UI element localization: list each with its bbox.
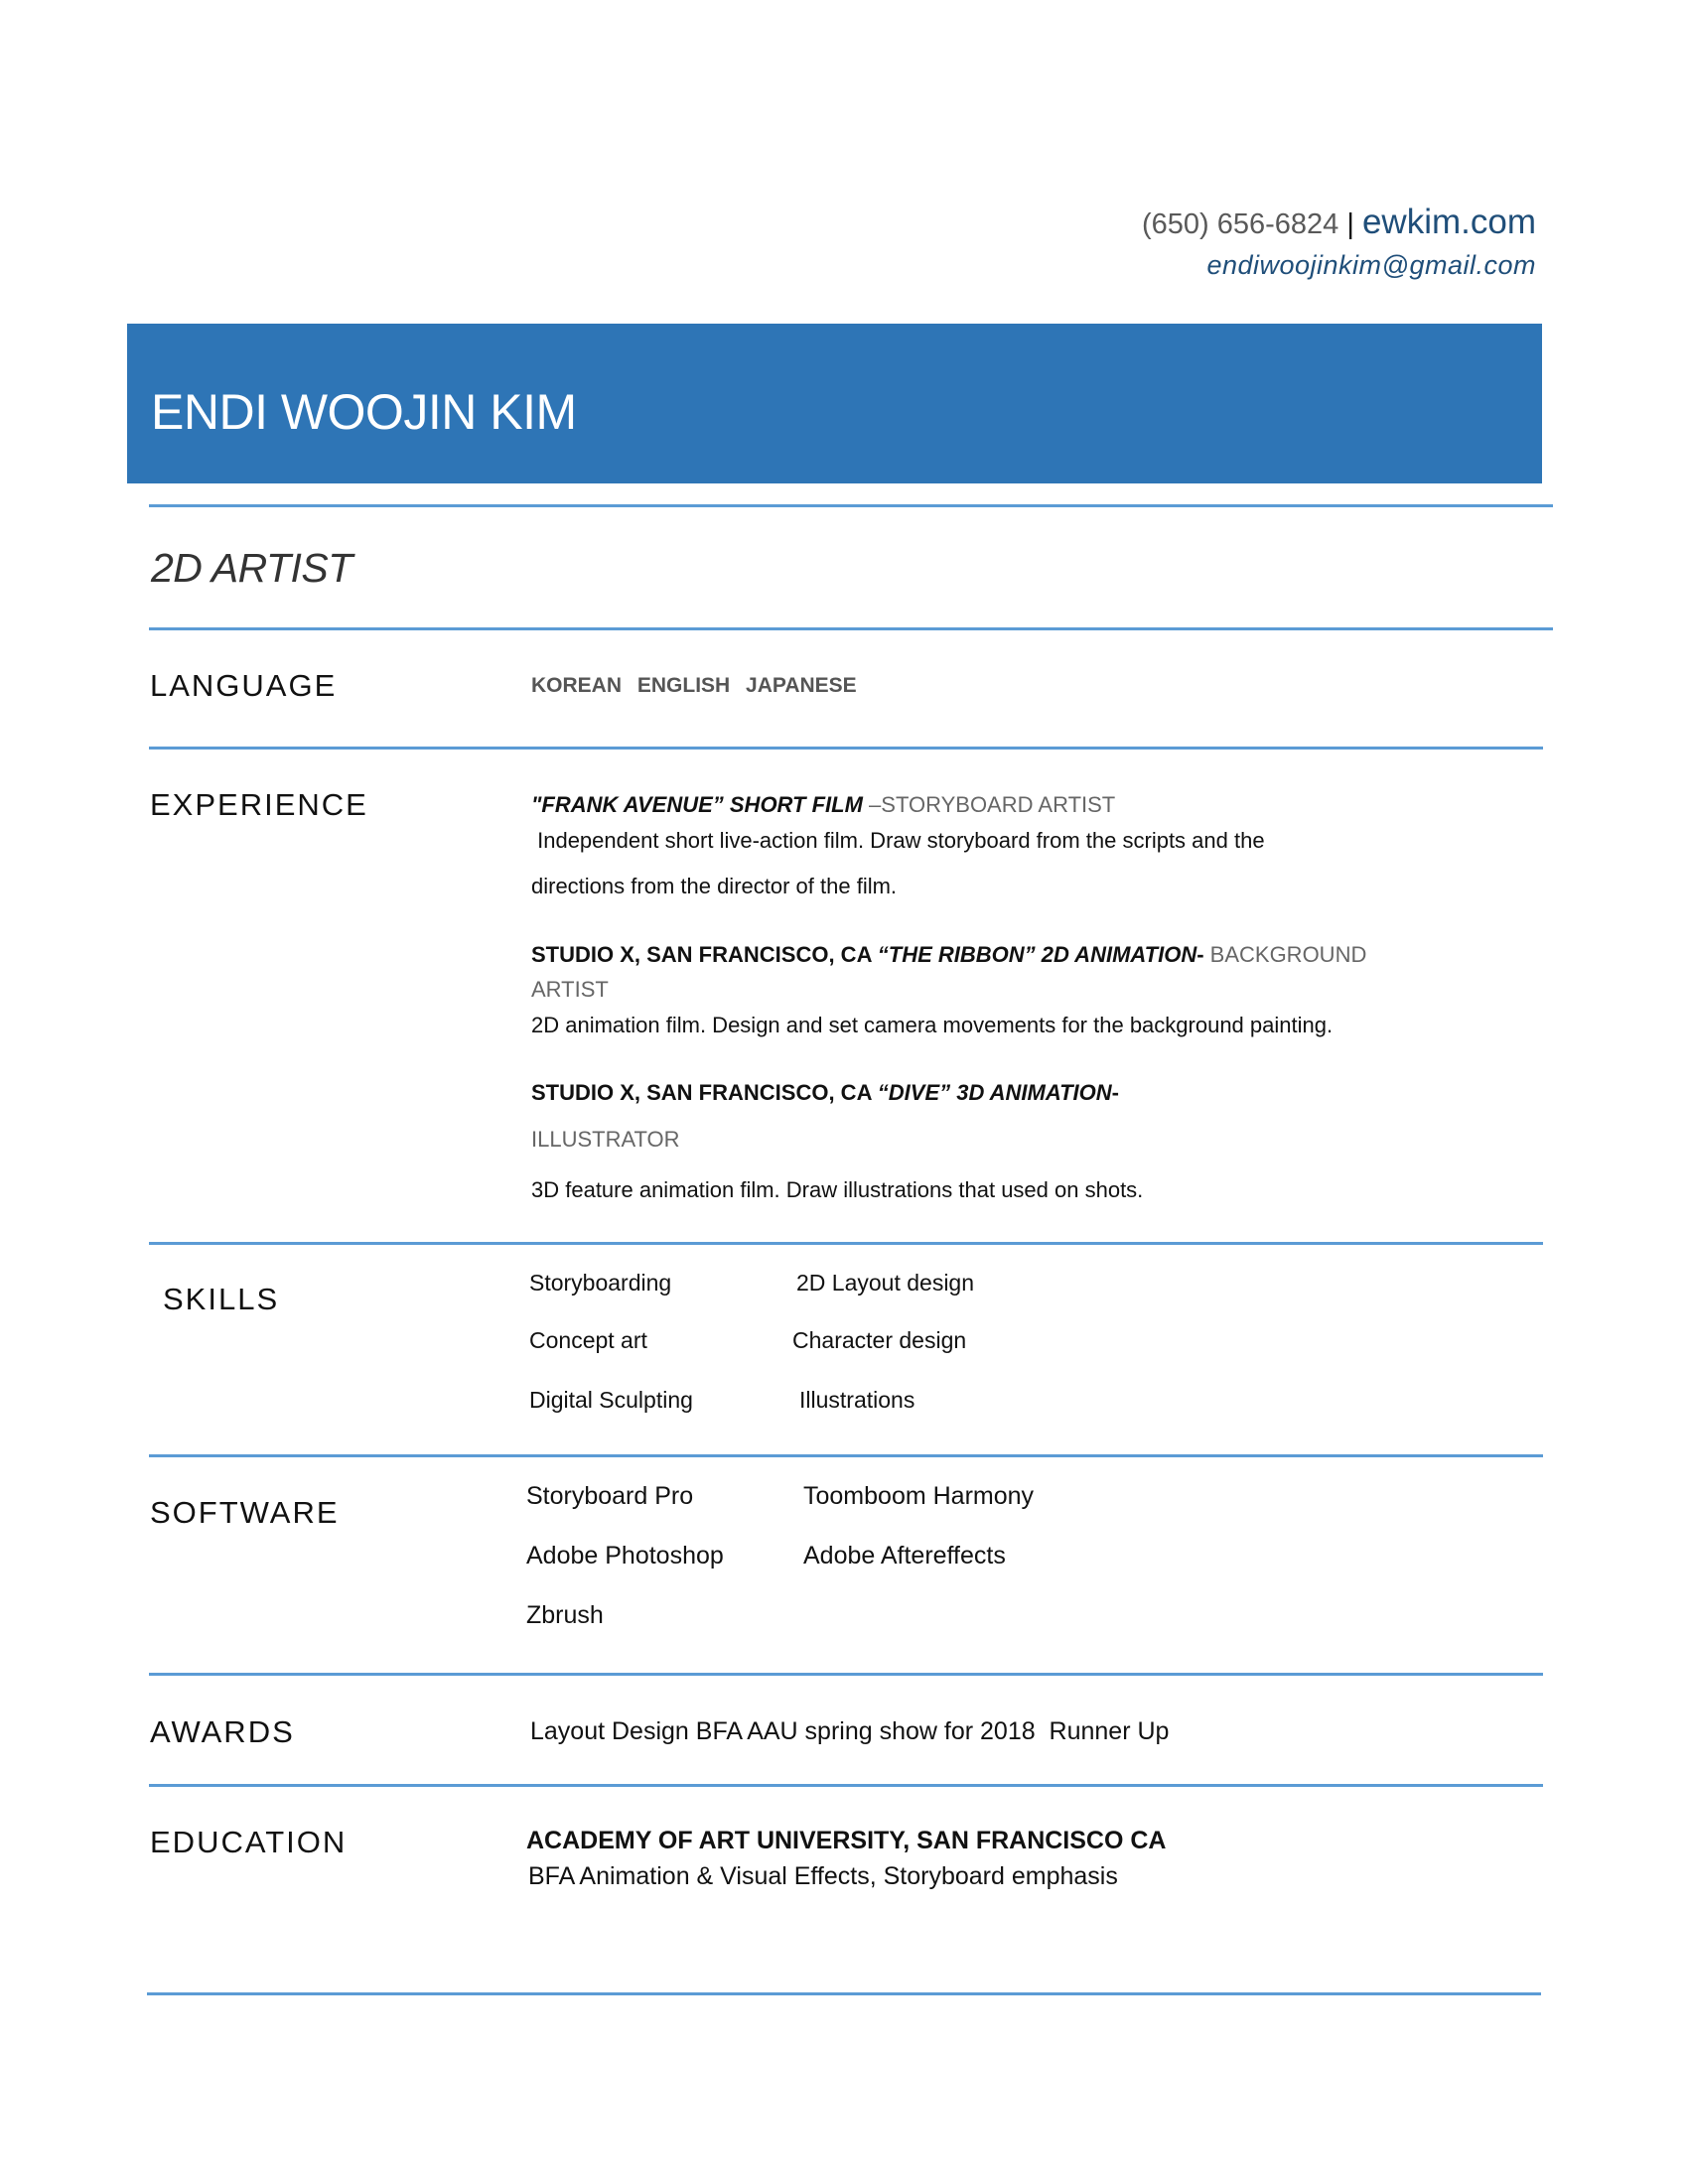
role-title: ARTIST <box>531 977 609 1002</box>
skill-item: Storyboarding <box>529 1270 672 1296</box>
candidate-name: ENDI WOOJIN KIM <box>151 384 577 440</box>
project-title: “THE RIBBON” 2D ANIMATION <box>877 942 1197 967</box>
experience-entry-heading <box>531 1082 1119 1104</box>
experience-description: directions from the director of the film. <box>531 874 898 898</box>
software-item: Toomboom Harmony <box>803 1482 1035 1510</box>
section-label-language: LANGUAGE <box>150 668 338 703</box>
skill-item: Illustrations <box>799 1387 915 1413</box>
divider <box>149 504 1553 507</box>
software-item: Adobe Aftereffects <box>803 1542 1006 1570</box>
experience-entry-heading <box>531 944 1366 966</box>
divider <box>149 627 1553 630</box>
section-label-awards: AWARDS <box>150 1714 295 1749</box>
experience-description: 3D feature animation film. Draw illustrations that used on shots. <box>531 1177 1144 1202</box>
role-dash: – <box>862 792 882 817</box>
degree: BFA Animation & Visual Effects, Storyboard emphasis <box>528 1862 1118 1890</box>
contact-separator: | <box>1346 208 1354 240</box>
project-title: "FRANK AVENUE” SHORT FILM <box>531 792 863 817</box>
divider <box>149 1784 1543 1787</box>
studio-name: STUDIO X, SAN FRANCISCO, CA <box>531 942 878 967</box>
experience-description: Independent short live-action film. Draw storyboard from the scripts and the <box>531 828 1265 853</box>
language-list <box>531 675 857 696</box>
school-name: ACADEMY OF ART UNIVERSITY, SAN FRANCISCO CA <box>526 1827 1167 1854</box>
role-dash: - <box>1111 1080 1119 1105</box>
section-label-experience: EXPERIENCE <box>150 787 368 822</box>
phone-number: (650) 656-6824 <box>1141 208 1339 240</box>
section-label-software: SOFTWARE <box>150 1495 340 1530</box>
experience-entry-heading <box>531 794 1115 816</box>
divider <box>149 1242 1543 1245</box>
job-title: 2D ARTIST <box>151 545 352 591</box>
divider <box>149 747 1543 750</box>
divider <box>149 1454 1543 1457</box>
studio-name: STUDIO X, SAN FRANCISCO, CA <box>531 1080 878 1105</box>
section-label-skills: SKILLS <box>163 1282 280 1316</box>
section-label-education: EDUCATION <box>150 1825 348 1859</box>
role-dash: - <box>1196 942 1204 967</box>
language-item: JAPANESE <box>746 674 857 697</box>
email-link[interactable]: endiwoojinkim@gmail.com <box>1206 250 1536 280</box>
language-item: ENGLISH <box>636 674 731 697</box>
divider <box>149 1673 1543 1676</box>
experience-description: 2D animation film. Design and set camera movements for the background painting. <box>531 1013 1334 1037</box>
software-item: Adobe Photoshop <box>526 1542 724 1570</box>
role-title: STORYBOARD ARTIST <box>881 792 1116 817</box>
skill-item: Concept art <box>529 1327 647 1353</box>
language-item: KOREAN <box>531 674 623 697</box>
contact-line <box>1142 205 1536 239</box>
award-item: Layout Design BFA AAU spring show for 2018 Runner Up <box>530 1717 1170 1745</box>
role-title: BACKGROUND <box>1203 942 1367 967</box>
skill-item: Character design <box>792 1327 967 1353</box>
project-title: “DIVE” 3D ANIMATION <box>877 1080 1112 1105</box>
skill-item: Digital Sculpting <box>529 1387 693 1413</box>
software-item: Zbrush <box>526 1601 604 1629</box>
skill-item: 2D Layout design <box>796 1270 975 1296</box>
software-item: Storyboard Pro <box>526 1482 694 1510</box>
role-title: ILLUSTRATOR <box>531 1127 680 1152</box>
divider <box>147 1992 1541 1995</box>
website-link[interactable]: ewkim.com <box>1361 203 1536 241</box>
